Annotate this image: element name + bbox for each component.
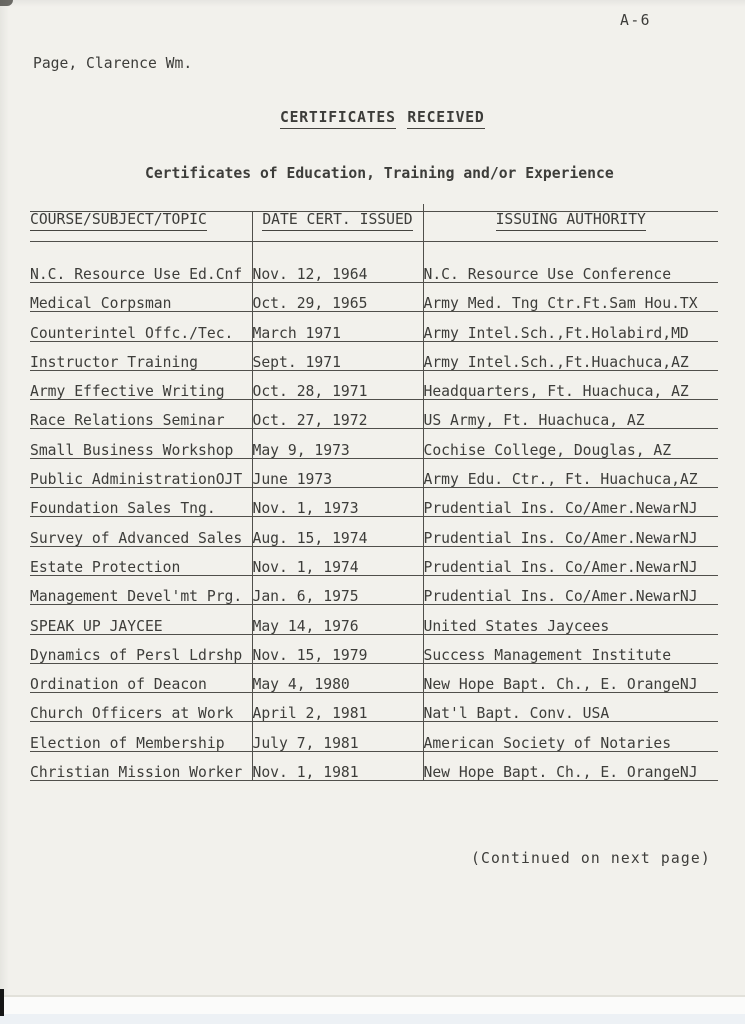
date-cell: Nov. 1, 1981 (252, 751, 423, 780)
date-cell: July 7, 1981 (252, 722, 423, 751)
table-row (30, 634, 718, 663)
table-row (30, 312, 718, 341)
table-row (30, 751, 718, 780)
authority-cell: United States Jaycees (423, 605, 718, 634)
table-row (30, 546, 718, 575)
table-row (30, 693, 718, 722)
authority-cell: Army Intel.Sch.,Ft.Huachuca,AZ (423, 341, 718, 370)
table-row (30, 283, 718, 312)
table-row (30, 517, 718, 546)
header-authority-label: ISSUING AUTHORITY (496, 211, 646, 231)
header-date (252, 212, 423, 242)
authority-cell: Prudential Ins. Co/Amer.NewarNJ (423, 546, 718, 575)
authority-cell: Army Edu. Ctr., Ft. Huachuca,AZ (423, 458, 718, 487)
document-subtitle: Certificates of Education, Training and/or Experience (145, 165, 614, 182)
header-course-label: COURSE/SUBJECT/TOPIC (30, 211, 207, 231)
header-course (30, 212, 252, 242)
course-cell: Foundation Sales Tng. (30, 488, 252, 517)
authority-cell: Prudential Ins. Co/Amer.NewarNJ (423, 517, 718, 546)
certificates-table-container (30, 211, 718, 781)
date-cell: May 4, 1980 (252, 663, 423, 692)
course-cell: Instructor Training (30, 341, 252, 370)
table-header-row (30, 212, 718, 242)
authority-cell: Cochise College, Douglas, AZ (423, 429, 718, 458)
course-cell: Race Relations Seminar (30, 400, 252, 429)
course-cell: Army Effective Writing (30, 370, 252, 399)
authority-cell: American Society of Notaries (423, 722, 718, 751)
date-cell: Oct. 27, 1972 (252, 400, 423, 429)
date-cell: Nov. 15, 1979 (252, 634, 423, 663)
table-row (30, 429, 718, 458)
authority-cell: Nat'l Bapt. Conv. USA (423, 693, 718, 722)
course-cell: Management Devel'mt Prg. (30, 575, 252, 604)
header-authority (423, 212, 718, 242)
title-word-certificates: CERTIFICATES (280, 109, 396, 129)
date-cell: May 14, 1976 (252, 605, 423, 634)
course-cell: Survey of Advanced Sales (30, 517, 252, 546)
date-cell: Jan. 6, 1975 (252, 575, 423, 604)
authority-cell: US Army, Ft. Huachuca, AZ (423, 400, 718, 429)
authority-cell: New Hope Bapt. Ch., E. OrangeNJ (423, 663, 718, 692)
course-cell: Public AdministrationOJT (30, 458, 252, 487)
course-cell: Estate Protection (30, 546, 252, 575)
date-cell: June 1973 (252, 458, 423, 487)
authority-cell: Army Med. Tng Ctr.Ft.Sam Hou.TX (423, 283, 718, 312)
date-cell: Aug. 15, 1974 (252, 517, 423, 546)
course-cell: Medical Corpsman (30, 283, 252, 312)
course-cell: SPEAK UP JAYCEE (30, 605, 252, 634)
title-word-received: RECEIVED (407, 109, 484, 129)
course-cell: Ordination of Deacon (30, 663, 252, 692)
date-cell: April 2, 1981 (252, 693, 423, 722)
person-name: Page, Clarence Wm. (33, 55, 193, 72)
course-cell: Church Officers at Work (30, 693, 252, 722)
page-number: A-6 (620, 12, 652, 29)
authority-cell: Headquarters, Ft. Huachuca, AZ (423, 370, 718, 399)
course-cell: Counterintel Offc./Tec. (30, 312, 252, 341)
scan-left-shadow (0, 0, 9, 1024)
date-cell: Nov. 1, 1974 (252, 546, 423, 575)
continued-note: (Continued on next page) (471, 850, 711, 867)
authority-cell: N.C. Resource Use Conference (423, 242, 718, 283)
table-row (30, 488, 718, 517)
certificates-table (30, 211, 718, 781)
table-row (30, 458, 718, 487)
date-cell: Nov. 1, 1973 (252, 488, 423, 517)
authority-cell: Army Intel.Sch.,Ft.Holabird,MD (423, 312, 718, 341)
date-cell: Oct. 28, 1971 (252, 370, 423, 399)
date-cell: Nov. 12, 1964 (252, 242, 423, 283)
table-row (30, 341, 718, 370)
table-divider-overrun (423, 204, 425, 212)
date-cell: May 9, 1973 (252, 429, 423, 458)
date-cell: Sept. 1971 (252, 341, 423, 370)
authority-cell: Prudential Ins. Co/Amer.NewarNJ (423, 575, 718, 604)
date-cell: Oct. 29, 1965 (252, 283, 423, 312)
table-row (30, 242, 718, 283)
header-date-label: DATE CERT. ISSUED (262, 211, 412, 231)
table-row (30, 575, 718, 604)
authority-cell: New Hope Bapt. Ch., E. OrangeNJ (423, 751, 718, 780)
scan-corner-mark-bottom (0, 989, 4, 1016)
course-cell: Christian Mission Worker (30, 751, 252, 780)
course-cell: Dynamics of Persl Ldrshp (30, 634, 252, 663)
course-cell: Election of Membership (30, 722, 252, 751)
course-cell: Small Business Workshop (30, 429, 252, 458)
scan-top-edge (0, 0, 745, 7)
date-cell: March 1971 (252, 312, 423, 341)
table-row (30, 370, 718, 399)
table-row (30, 400, 718, 429)
course-cell: N.C. Resource Use Ed.Cnf (30, 242, 252, 283)
table-row (30, 605, 718, 634)
table-row (30, 663, 718, 692)
authority-cell: Prudential Ins. Co/Amer.NewarNJ (423, 488, 718, 517)
table-row (30, 722, 718, 751)
authority-cell: Success Management Institute (423, 634, 718, 663)
scan-bottom-strip (0, 1014, 745, 1024)
document-title (280, 110, 485, 125)
